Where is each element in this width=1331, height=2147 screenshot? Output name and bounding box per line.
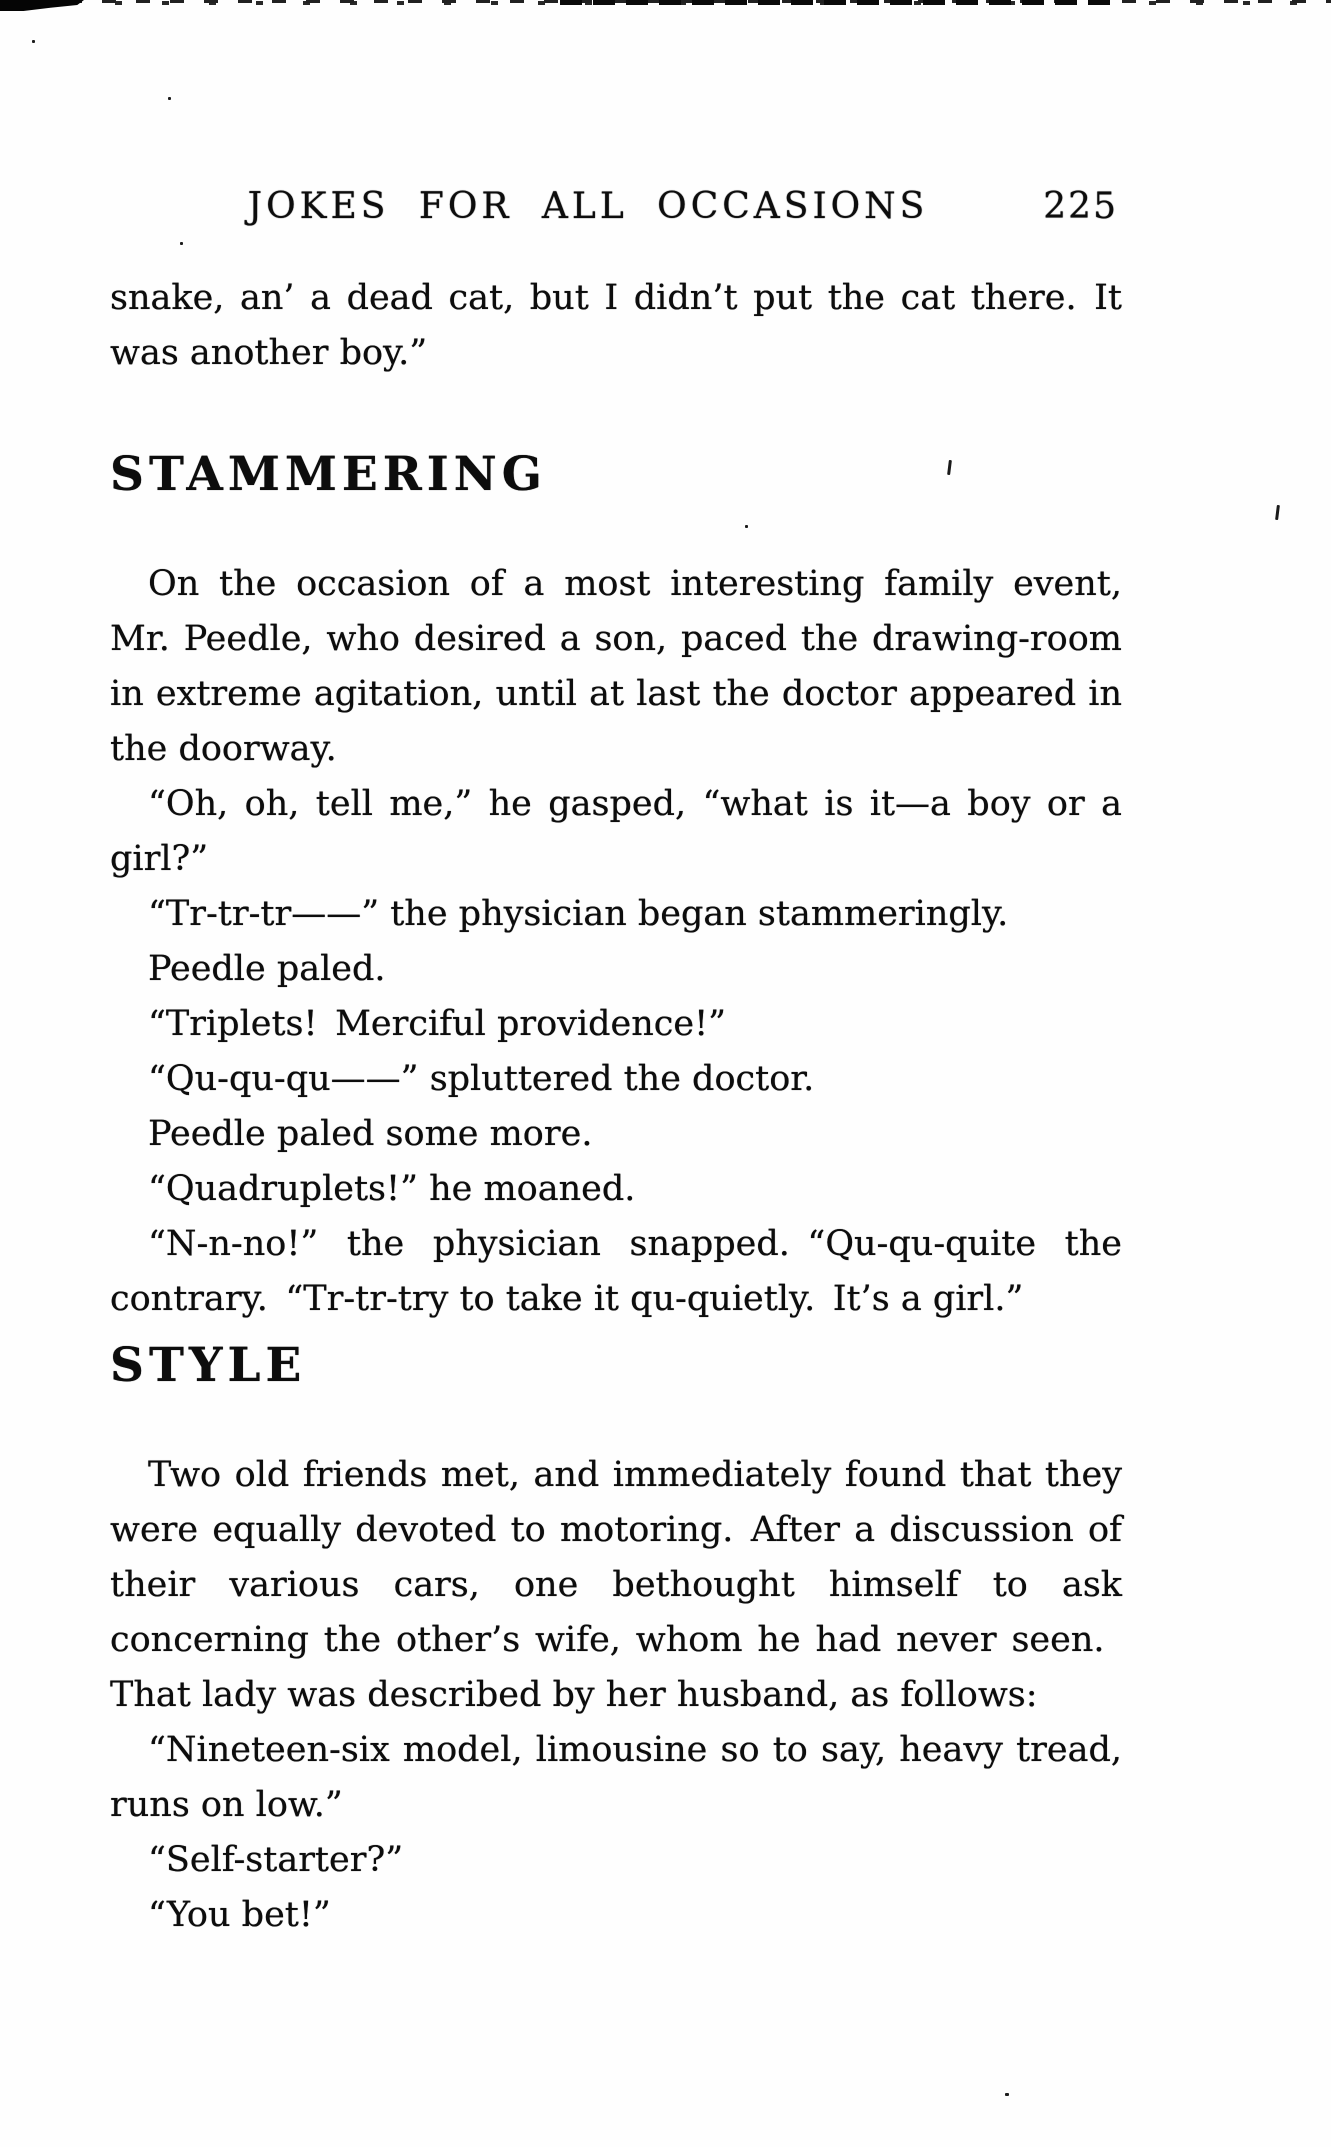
scan-artifact-speck bbox=[1005, 2093, 1009, 2096]
scan-artifact-top-left-blob bbox=[0, 0, 84, 11]
paragraph: “Qu-qu-qu——” spluttered the doctor. bbox=[148, 1059, 815, 1099]
paragraph: “Quadruplets!” he moaned. bbox=[148, 1169, 636, 1209]
running-head bbox=[110, 183, 1122, 231]
paragraph: “N-n-no!” the physician snapped. “Qu-qu-quite the contrary. “Tr-tr-try to take it qu-quietly. It’s a girl.” bbox=[110, 1224, 1122, 1319]
page-number: 225 bbox=[1043, 186, 1118, 227]
paragraph: On the occasion of a most interesting family event, Mr. Peedle, who desired a son, paced the drawing-room in extreme agitation, until at last the doctor appeared in the doorway. bbox=[110, 564, 1122, 769]
scan-artifact-speck bbox=[168, 97, 171, 100]
paragraph: “Oh, oh, tell me,” he gasped, “what is it—a boy or a girl?” bbox=[110, 784, 1122, 879]
paragraph: “Tr-tr-tr——” the physician began stammeringly. bbox=[148, 894, 1009, 934]
section-heading-style: STYLE bbox=[110, 1338, 307, 1393]
paragraph: “Self-starter?” bbox=[148, 1840, 404, 1880]
section-heading-stammering: STAMMERING bbox=[110, 447, 547, 502]
paragraph: Peedle paled some more. bbox=[148, 1114, 593, 1154]
paragraph: Two old friends met, and immediately found that they were equally devoted to motoring. After a discussion of their various cars, one bethought himself to ask concerning the other’s wife, whom he had never seen. That lady was described by her husband, as follows: bbox=[110, 1455, 1122, 1715]
scan-artifact-speck bbox=[32, 40, 35, 43]
scan-artifact-top-dashes bbox=[560, 0, 1120, 5]
scan-artifact-mark bbox=[1275, 505, 1280, 520]
text-column bbox=[110, 183, 1122, 1943]
running-head-title: JOKES FOR ALL OCCASIONS bbox=[247, 186, 929, 227]
paragraph: “Nineteen-six model, limousine so to say, heavy tread, runs on low.” bbox=[110, 1730, 1122, 1825]
paragraph: Peedle paled. bbox=[148, 949, 386, 989]
paragraph: “You bet!” bbox=[148, 1895, 331, 1935]
paragraph-continuation: snake, an’ a dead cat, but I didn’t put the cat there. It was another boy.” bbox=[110, 278, 1122, 373]
paragraph: “Triplets! Merciful providence!” bbox=[148, 1004, 727, 1044]
